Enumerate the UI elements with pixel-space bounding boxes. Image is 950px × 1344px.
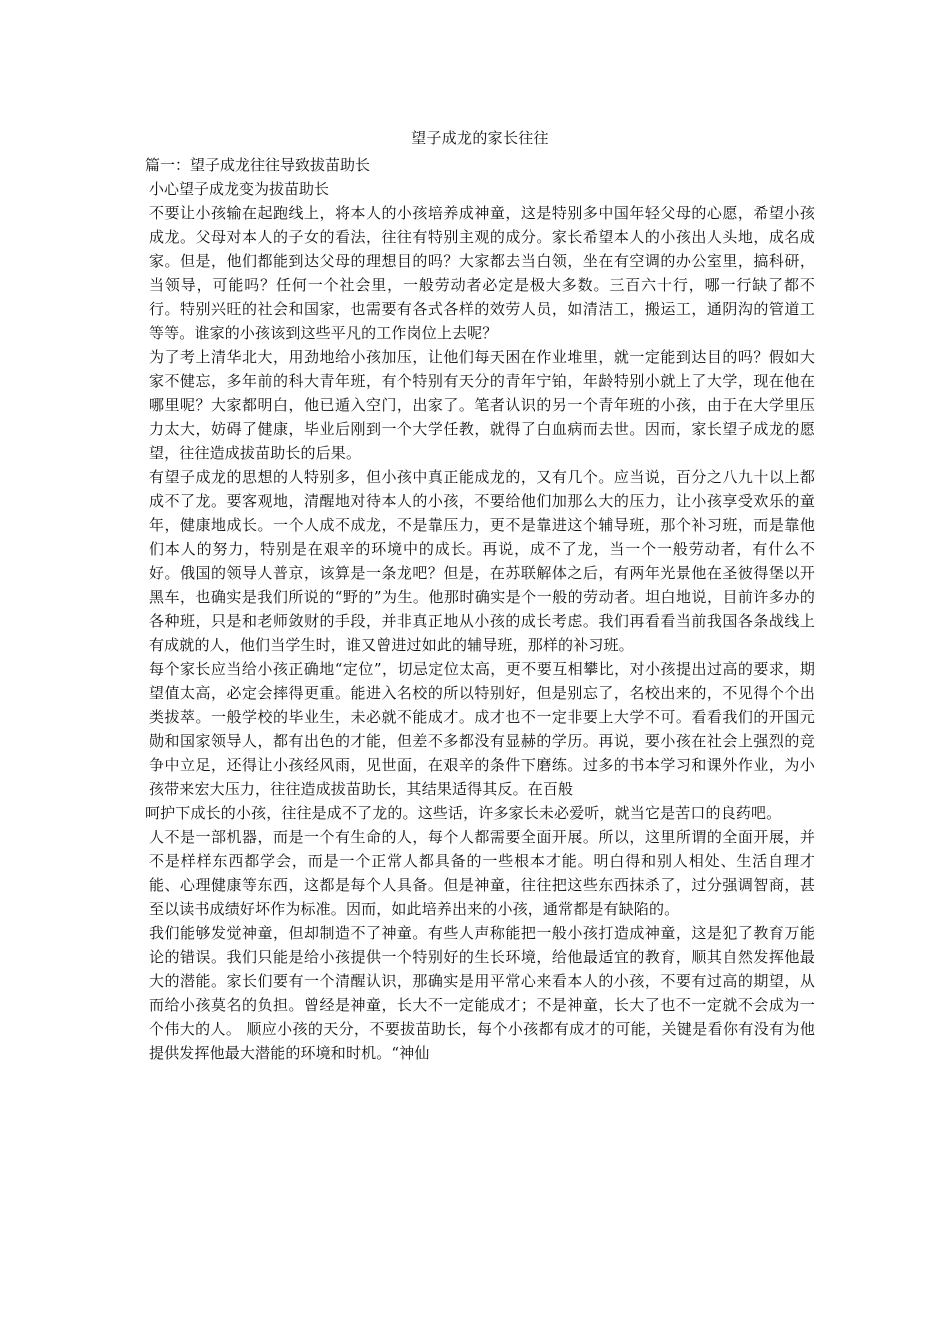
paragraph-3: 有望子成龙的思想的人特别多，但小孩中真正能成龙的，又有几个。应当说，百分之八九十以上都成不了龙。要客观地，清醒地对待本人的小孩，不要给他们加那么大的压力，让小孩享受欢乐的童年，健康地成长。一个人成不成龙，不是靠压力，更不是靠进这个辅导班，那个补习班，而是靠他们本人的努力，特别是在艰辛的环境中的成长。再说，成不了龙，当一个一般劳动者，有什么不好。俄国的领导人普京，该算是一条龙吧？但是，在苏联解体之后，有两年光景他在圣彼得堡以开黑车，也确实是我们所说的“野的”为生。他那时确实是个一般的劳动者。坦白地说，目前许多办的各种班，只是和老师敛财的手段，并非真正地从小孩的成长考虑。我们再看看当前我国各条战线上有成就的人，他们当学生时，谁又曾进过如此的辅导班，那样的补习班。 <box>149 468 815 654</box>
paragraph-7: 我们能够发觉神童，但却制造不了神童。有些人声称能把一般小孩打造成神童，这是犯了教育万能论的错误。我们只能是给小孩提供一个特别好的生长环境，给他最适宜的教育，顺其自然发挥他最大的潜能。家长们要有一个清醒认识，那确实是用平常心来看本人的小孩，不要有过高的期望，从而给小孩莫名的负担。曾经是神童，长大不一定能成才；不是神童，长大了也不一定就不会成为一个伟大的人。 顺应小孩的天分，不要拔苗助长，每个小孩都有成才的可能，关键是看你有没有为他提供发挥他最大潜能的环境和时机。“神仙 <box>149 924 815 1062</box>
paragraph-5: 呵护下成长的小孩，往往是成不了龙的。这些话，许多家长未必爱听，就当它是苦口的良药吧。 <box>145 804 782 822</box>
paragraph-2: 为了考上清华北大，用劲地给小孩加压，让他们每天困在作业堆里，就一定能到达目的吗？假如大家不健忘，多年前的科大青年班，有个特别有天分的青年宁铂，年龄特别小就上了大学，现在他在哪里呢？大家都明白，他已遁入空门，出家了。笔者认识的另一个青年班的小孩，由于在大学里压力太大，妨碍了健康，毕业后刚到一个大学任教，就得了白血病而去世。因而，家长望子成龙的愿望，往往造成拔苗助长的后果。 <box>149 348 815 462</box>
document-body <box>145 126 815 1065</box>
paragraph-1: 不要让小孩输在起跑线上，将本人的小孩培养成神童，这是特别多中国年轻父母的心愿，希望小孩成龙。父母对本人的子女的看法，往往有特别主观的成分。家长希望本人的小孩出人头地，成名成家。但是，他们都能到达父母的理想目的吗？大家都去当白领，坐在有空调的办公室里，搞科研，当领导，可能吗？任何一个社会里，一般劳动者必定是极大多数。三百六十行，哪一行缺了都不行。特别兴旺的社会和国家，也需要有各式各样的效劳人员，如清洁工，搬运工，通阴沟的管道工等等。谁家的小孩该到这些平凡的工作岗位上去呢？ <box>149 204 815 342</box>
section-heading: 篇一：望子成龙往往导致拔苗助长 <box>145 156 371 174</box>
sub-heading: 小心望子成龙变为拔苗助长 <box>149 180 330 198</box>
document-title: 望子成龙的家长往往 <box>411 129 549 147</box>
paragraph-6: 人不是一部机器，而是一个有生命的人，每个人都需要全面开展。所以，这里所谓的全面开展，并不是样样东西都学会，而是一个正常人都具备的一些根本才能。明白得和别人相处、生活自理才能、心理健康等东西，这都是每个人具备。但是神童，往往把这些东西抹杀了，过分强调智商，甚至以读书成绩好坏作为标准。因而，如此培养出来的小孩，通常都是有缺陷的。 <box>149 828 815 918</box>
paragraph-4: 每个家长应当给小孩正确地“定位”，切忌定位太高，更不要互相攀比，对小孩提出过高的要求，期望值太高，必定会摔得更重。能进入名校的所以特别好，但是别忘了，名校出来的，不见得个个出类拔萃。一般学校的毕业生，未必就不能成才。成才也不一定非要上大学不可。看看我们的开国元勋和国家领导人，都有出色的才能，但差不多都没有显赫的学历。再说，要小孩在社会上强烈的竞争中立足，还得让小孩经风雨，见世面，在艰辛的条件下磨练。过多的书本学习和课外作业，为小孩带来宏大压力，往往造成拔苗助长，其结果适得其反。在百般 <box>149 660 815 798</box>
